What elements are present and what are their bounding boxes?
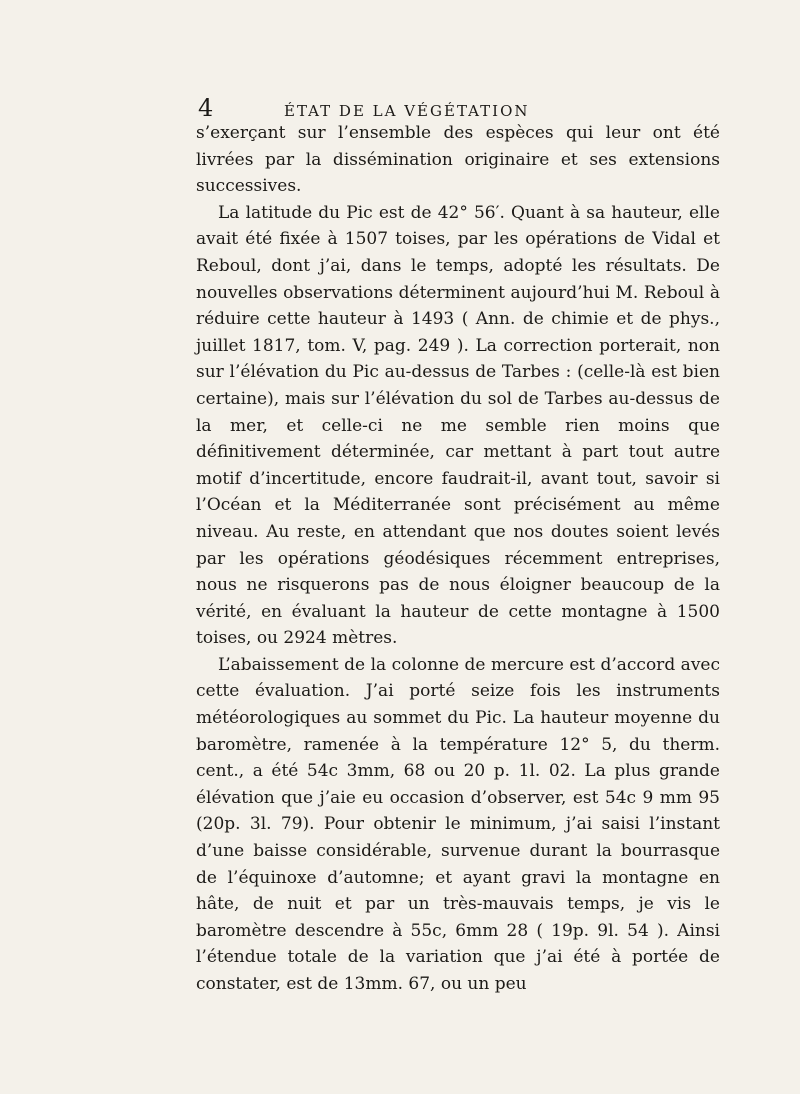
paragraph-latitude: La latitude du Pic est de 42° 56′. Quant à sa hauteur, elle avait été fixée à 1507 toises, par les opérations de Vidal et Reboul, dont j’ai, dans le temps, adopté les résultats. De nouvelles observations déterminent aujourd’hui M. Reboul à réduire cette hauteur à 1493 ( Ann. de chimie et de phys., juillet 1817, tom. V, pag. 249 ). La correction porterait, non sur l’élévation du Pic au-dessus de Tarbes : (celle-là est bien certaine), mais sur l’élévation du sol de Tarbes au-dessus de la mer, et celle-ci ne me semble rien moins que définitivement déterminée, car mettant à part tout autre motif d’incertitude, encore faudrait-il, avant tout, savoir si l’Océan et la Méditerranée sont précisément au même niveau. Au reste, en attendant que nos doutes soient levés par les opérations géodésiques récemment entreprises, nous ne risquerons pas de nous éloigner beaucoup de la vérité, en évaluant la hauteur de cette montagne à 1500 toises, ou 2924 mètres. xyxy=(196,202,720,649)
page-header xyxy=(196,86,720,120)
book-page xyxy=(196,86,720,998)
page-number: 4 xyxy=(198,94,214,122)
running-head: ÉTAT DE LA VÉGÉTATION xyxy=(284,102,530,120)
paragraph-continued: s’exerçant sur l’ensemble des espèces qui leur ont été livrées par la dissémination originaire et ses extensions successives. xyxy=(196,123,720,197)
body-text xyxy=(196,120,720,998)
paragraph-barometer: L’abaissement de la colonne de mercure est d’accord avec cette évaluation. J’ai porté seize fois les instruments météorologiques au sommet du Pic. La hauteur moyenne du baromètre, ramenée à la température 12° 5, du therm. cent., a été 54c 3mm, 68 ou 20 p. 1l. 02. La plus grande élévation que j’aie eu occasion d’observer, est 54c 9 mm 95 (20p. 3l. 79). Pour obtenir le minimum, j’ai saisi l’instant d’une baisse considérable, survenue durant la bourrasque de l’équinoxe d’automne; et ayant gravi la montagne en hâte, de nuit et par un très-mauvais temps, je vis le baromètre descendre à 55c, 6mm 28 ( 19p. 9l. 54 ). Ainsi l’étendue totale de la variation que j’ai été à portée de constater, est de 13mm. 67, ou un peu xyxy=(196,654,720,994)
